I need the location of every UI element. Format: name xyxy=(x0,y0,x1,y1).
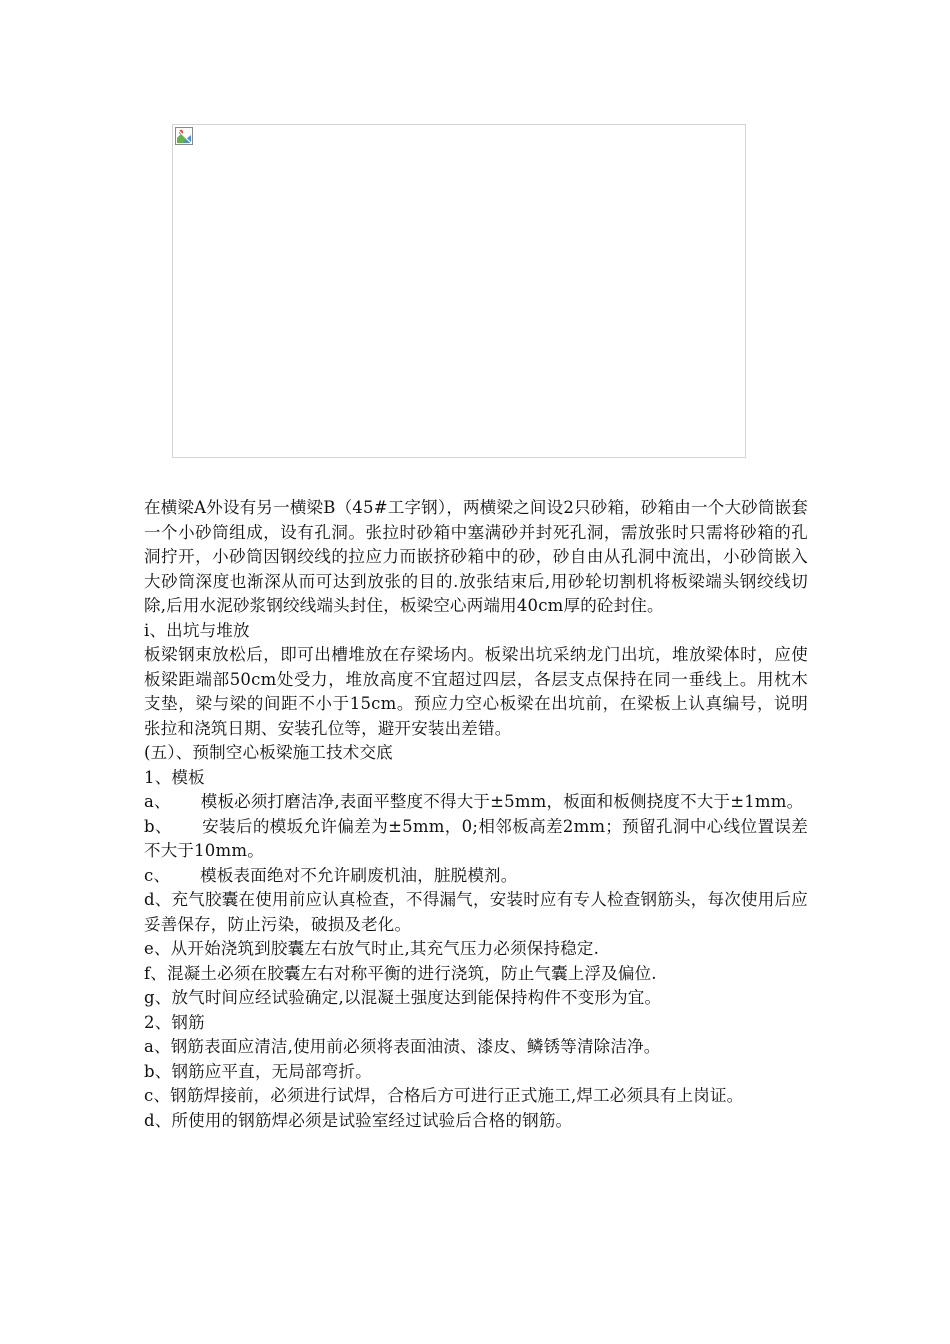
heading-formwork: 1、模板 xyxy=(144,767,205,787)
heading-rebar: 2、钢筋 xyxy=(144,1012,205,1032)
paragraph-stacking: 板梁钢束放松后，即可出槽堆放在存梁场内。板梁出坑采纳龙门出坑，堆放梁体时，应使板梁距端部50cm处受力，堆放高度不宜超过四层，各层支点保持在同一垂线上。用枕木支垫，梁与梁的间距不小于15cm。预应力空心板梁在出坑前，在梁板上认真编号，说明张拉和浇筑日期、安装孔位等，避开安装出差错。 xyxy=(144,645,808,738)
item-text: 模板表面绝对不允许刷废机油，脏脱模剂。 xyxy=(200,865,518,885)
list-item: d、所使用的钢筋焊必须是试验室经过试验后合格的钢筋。 xyxy=(144,1110,573,1130)
list-item: g、放气时间应经试验确定,以混凝土强度达到能保持构件不变形为宜。 xyxy=(144,988,662,1007)
list-item xyxy=(144,815,808,864)
item-text: 模板必须打磨洁净,表面平整度不得大于±5mm，板面和板侧挠度不大于±1mm。 xyxy=(200,792,804,811)
document-body xyxy=(144,496,808,1133)
list-item xyxy=(144,864,808,889)
broken-image-icon xyxy=(175,127,193,145)
list-item: a、钢筋表面应清洁,使用前必须将表面油渍、漆皮、鳞锈等清除洁净。 xyxy=(144,1037,661,1056)
list-item: b、钢筋应平直，无局部弯折。 xyxy=(144,1061,372,1081)
list-item: e、从开始浇筑到胶囊左右放气时止,其充气压力必须保持稳定. xyxy=(144,939,600,958)
list-item xyxy=(144,790,808,815)
list-item: f、混凝土必须在胶囊左右对称平衡的进行浇筑，防止气囊上浮及偏位. xyxy=(144,963,657,983)
heading-stacking: i、出坑与堆放 xyxy=(144,620,250,640)
item-text: 安装后的模坂允许偏差为±5mm，0;相邻板高差2mm；预留孔洞中心线位置误差不大于10mm。 xyxy=(144,816,808,860)
item-marker: b、 xyxy=(144,816,172,836)
list-item: d、充气胶囊在使用前应认真检查，不得漏气，安装时应有专人检查钢筋头，每次使用后应妥善保存，防止污染，破损及老化。 xyxy=(144,890,808,934)
paragraph-sandbox-release: 在横梁A外设有另一横梁B（45#工字钢），两横梁之间设2只砂箱，砂箱由一个大砂筒嵌套一个小砂筒组成，设有孔洞。张拉时砂箱中塞满砂并封死孔洞，需放张时只需将砂箱的孔洞拧开，小砂筒因钢绞线的拉应力而嵌挤砂箱中的砂，砂自由从孔洞中流出，小砂筒嵌入大砂筒深度也渐深从而可达到放张的目的.放张结束后,用砂轮切割机将板梁端头钢绞线切除,后用水泥砂浆钢绞线端头封住，板梁空心两端用40cm厚的砼封住。 xyxy=(144,498,808,615)
item-marker: a、 xyxy=(144,792,171,811)
list-item: c、钢筋焊接前，必须进行试焊，合格后方可进行正式施工,焊工必须具有上岗证。 xyxy=(144,1086,744,1105)
image-placeholder xyxy=(172,124,746,458)
heading-section-five: (五）、预制空心板梁施工技术交底 xyxy=(144,743,393,762)
item-marker: c、 xyxy=(144,865,171,885)
